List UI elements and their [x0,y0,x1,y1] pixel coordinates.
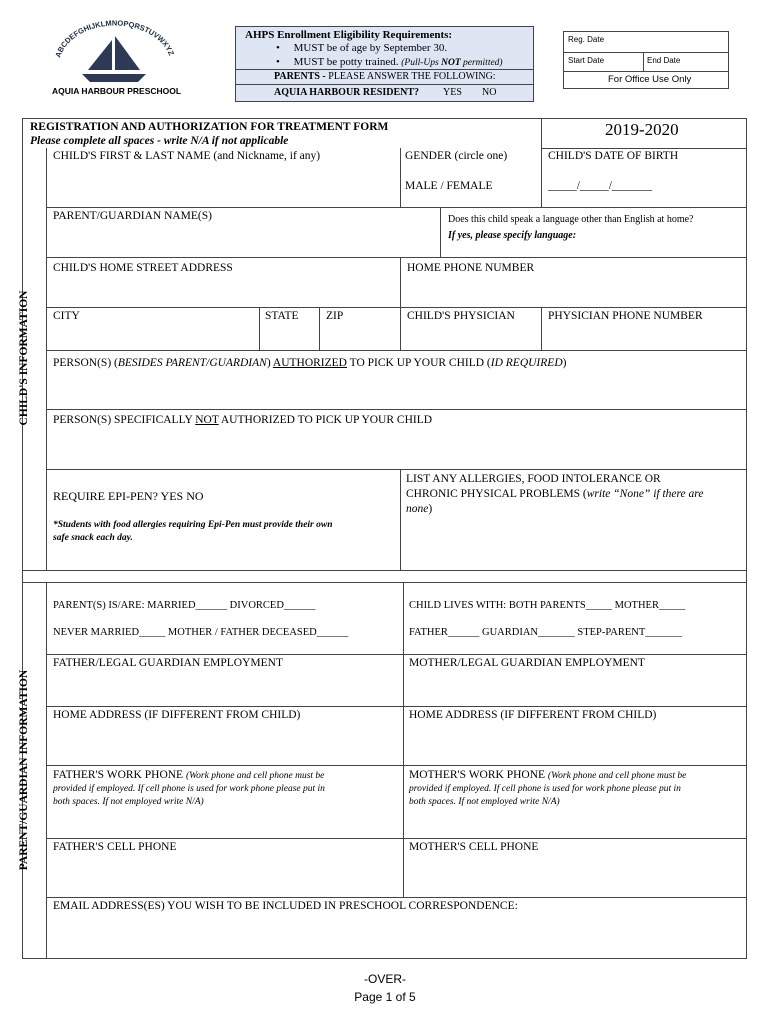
requirement-1: • MUST be of age by September 30. [276,42,448,54]
not-authorized-pickup-label: PERSON(S) SPECIFICALLY NOT AUTHORIZED TO PICK UP YOUR CHILD [53,414,433,426]
form-subtitle: Please complete all spaces - write N/A if not applicable [30,135,289,147]
resident-yes[interactable]: YES [443,87,462,98]
eligibility-title: AHPS Enrollment Eligibility Requirements: [245,29,453,41]
logo-arc-text: ABCDEFGHIJKLMNOPQRSTUVWXYZ [53,20,176,59]
gender-label: GENDER (circle one) [405,150,508,162]
mother-work-phone-note-3: both spaces. If not employed write N/A) [409,797,560,807]
home-address-label: CHILD'S HOME STREET ADDRESS [53,262,233,274]
child-dob-field[interactable]: _____/_____/_______ [548,180,653,192]
gender-options[interactable]: MALE / FEMALE [405,180,493,192]
father-work-phone-note-2: provided if employed. If cell phone is used for work phone please put in [53,784,325,794]
lives-with-line-1[interactable]: CHILD LIVES WITH: BOTH PARENTS_____ MOTHER_____ [409,600,686,611]
father-work-phone-note-3: both spaces. If not employed write N/A) [53,797,204,807]
state-label: STATE [265,310,299,322]
city-label: CITY [53,310,80,322]
lives-with-line-2[interactable]: FATHER______ GUARDIAN_______ STEP-PARENT_______ [409,627,683,638]
child-info-section-label: CHILD'S INFORMATION [18,290,30,426]
allergies-label-1: LIST ANY ALLERGIES, FOOD INTOLERANCE OR [406,473,661,485]
page-number: Page 1 of 5 [354,990,416,1004]
school-name: AQUIA HARBOUR PRESCHOOL [52,86,182,96]
form-title: REGISTRATION AND AUTHORIZATION FOR TREATMENT FORM [30,121,389,133]
authorized-pickup-label: PERSON(S) (BESIDES PARENT/GUARDIAN) AUTHORIZED TO PICK UP YOUR CHILD (ID REQUIRED) [53,357,567,369]
epipen-note-2: safe snack each day. [53,533,133,543]
language-note: If yes, please specify language: [448,230,577,241]
parents-instruction: PARENTS - PLEASE ANSWER THE FOLLOWING: [274,71,496,82]
office-use-label: For Office Use Only [608,74,692,85]
mother-work-phone-note-2: provided if employed. If cell phone is used for work phone please put in [409,784,681,794]
father-cell-phone-label: FATHER'S CELL PHONE [53,841,177,853]
reg-date-label: Reg. Date [568,35,605,44]
eligibility-box [235,26,534,102]
mother-cell-phone-label: MOTHER'S CELL PHONE [409,841,539,853]
resident-question: AQUIA HARBOUR RESIDENT? [274,87,420,98]
physician-label: CHILD'S PHYSICIAN [407,310,515,322]
marital-status-line-2[interactable]: NEVER MARRIED_____ MOTHER / FATHER DECEASED______ [53,627,349,638]
father-work-phone-label: FATHER'S WORK PHONE (Work phone and cell phone must be [53,769,325,781]
school-year: 2019-2020 [605,120,679,139]
epipen-question[interactable]: REQUIRE EPI-PEN? YES NO [53,489,204,503]
mother-address-label: HOME ADDRESS (IF DIFFERENT FROM CHILD) [409,709,657,721]
language-question: Does this child speak a language other than English at home? [448,214,694,225]
epipen-note-1: *Students with food allergies requiring Epi-Pen must provide their own [53,520,333,530]
marital-status-line-1[interactable]: PARENT(S) IS/ARE: MARRIED______ DIVORCED______ [53,600,316,611]
child-name-label: CHILD'S FIRST & LAST NAME (and Nickname, if any) [53,150,321,162]
office-use-box [563,31,729,89]
child-dob-label: CHILD'S DATE OF BIRTH [548,150,679,162]
home-phone-label: HOME PHONE NUMBER [407,262,535,274]
zip-label: ZIP [326,310,344,322]
mother-employment-label: MOTHER/LEGAL GUARDIAN EMPLOYMENT [409,657,645,669]
end-date-label: End Date [647,56,681,65]
father-employment-label: FATHER/LEGAL GUARDIAN EMPLOYMENT [53,657,283,669]
resident-no[interactable]: NO [482,87,497,98]
school-logo [48,20,182,100]
physician-phone-label: PHYSICIAN PHONE NUMBER [548,310,703,322]
mother-work-phone-label: MOTHER'S WORK PHONE (Work phone and cell phone must be [409,769,687,781]
father-address-label: HOME ADDRESS (IF DIFFERENT FROM CHILD) [53,709,301,721]
parent-info-section-label: PARENT/GUARDIAN INFORMATION [18,669,30,871]
allergies-label-2: CHRONIC PHYSICAL PROBLEMS (write “None” if there are [406,488,704,500]
requirement-2: • MUST be potty trained. (Pull-Ups NOT permitted) [276,56,503,68]
allergies-label-3: none) [406,503,433,515]
svg-text:ABCDEFGHIJKLMNOPQRSTUVWXYZ [53,20,176,59]
guardian-name-label: PARENT/GUARDIAN NAME(S) [53,210,212,222]
email-label: EMAIL ADDRESS(ES) YOU WISH TO BE INCLUDED IN PRESCHOOL CORRESPONDENCE: [53,900,518,912]
start-date-label: Start Date [568,56,605,65]
over-label: -OVER- [364,972,406,986]
